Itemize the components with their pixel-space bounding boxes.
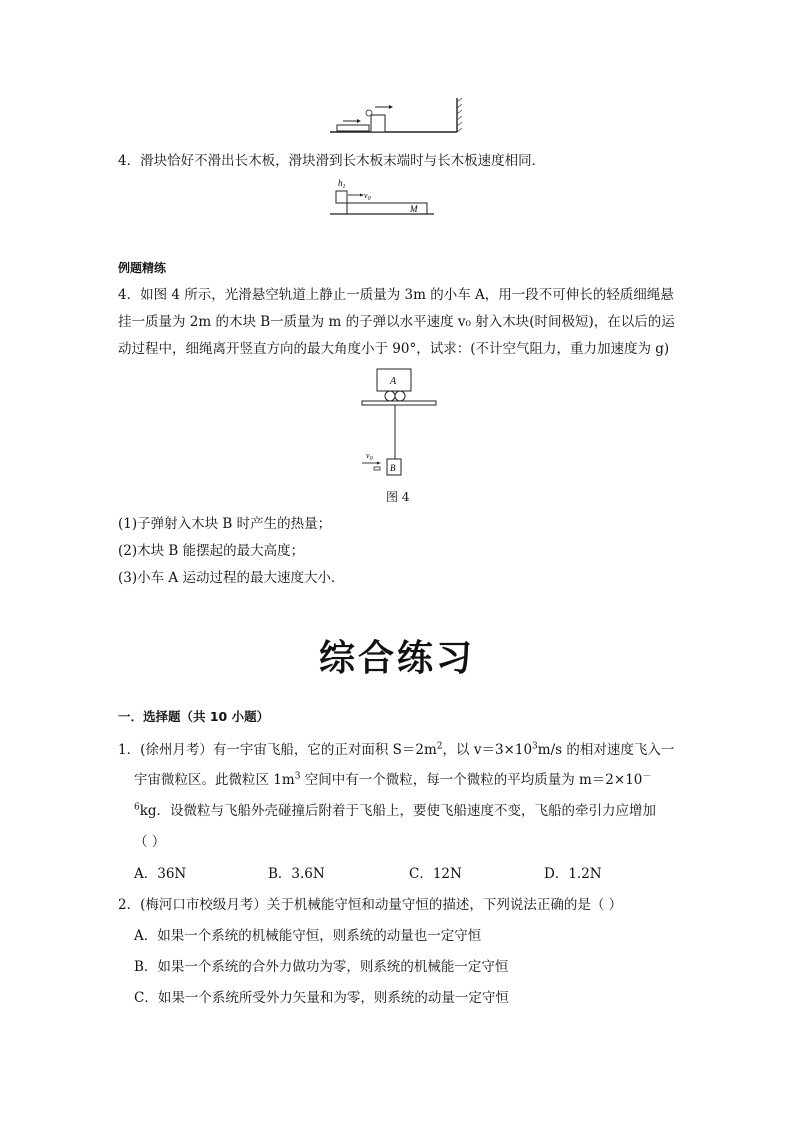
q2-option-c[interactable]: C．如果一个系统所受外力矢量和为零，则系统的动量一定守恒 <box>134 990 509 1006</box>
q1-option-c[interactable]: C．12N <box>409 866 462 882</box>
subq-2: (2)木块 B 能摆起的最大高度； <box>118 543 305 559</box>
top-figure <box>325 96 465 138</box>
board-figure <box>330 176 434 218</box>
fig4-v0-label: $v_0$ <box>366 451 373 462</box>
q4-line2: 挂一质量为 2m 的木块 B一质量为 m 的子弹以水平速度 v₀ 射入木块(时间极短)，在以后的运 <box>118 314 675 330</box>
q1-option-d[interactable]: D．1.2N <box>544 866 602 882</box>
v0-label: $v_0$ <box>364 191 371 202</box>
q4-line3: 动过程中，细绳离开竖直方向的最大角度小于 90°，试求：(不计空气阻力，重力加速度为 g) <box>118 341 670 357</box>
q1-option-b[interactable]: B．3.6N <box>268 866 325 882</box>
example-heading: 例题精练 <box>118 261 167 275</box>
block-B-label: B <box>390 463 396 473</box>
q4-line1: 4．如图 4 所示，光滑悬空轨道上静止一质量为 3m 的小车 A，用一段不可伸长的轻质细绳悬 <box>118 287 674 303</box>
figure-4 <box>358 366 438 482</box>
subq-1: (1)子弹射入木块 B 时产生的热量； <box>118 516 332 532</box>
item4-note: 4．滑块恰好不滑出长木板，滑块滑到长木板末端时与长木板速度相同． <box>118 153 546 169</box>
q1-answer-blank: （ ） <box>134 834 166 850</box>
q1-line1: 1．(徐州月考）有一宇宙飞船，它的正对面积 $S=2m^2$，以 $v=3\times 10^3m/s$ 的相对速度飞入一 <box>118 741 675 758</box>
mass-M-label: M <box>410 204 418 214</box>
q1-line3: $^6$kg．设微粒与飞船外壳碰撞后附着于飞船上，要使飞船速度不变，飞船的牵引力应增加 <box>134 802 657 819</box>
q2-option-a[interactable]: A．如果一个系统的机械能守恒，则系统的动量也一定守恒 <box>134 928 482 944</box>
h1-label: $h_1$ <box>338 178 346 190</box>
q1-line2: 宇宙微粒区。此微粒区 $1m^3$ 空间中有一个微粒，每一个微粒的平均质量为 m＝2×10－ <box>134 771 652 788</box>
subq-3: (3)小车 A 运动过程的最大速度大小． <box>118 570 345 586</box>
section-title: 综合练习 <box>318 638 475 679</box>
cart-A-label: A <box>390 376 397 387</box>
q2-stem: 2．(梅河口市校级月考）关于机械能守恒和动量守恒的描述，下列说法正确的是（ ） <box>118 897 623 913</box>
figure-4-caption: 图 4 <box>386 490 410 504</box>
mc-heading: 一．选择题（共 10 小题） <box>118 709 270 724</box>
q2-option-b[interactable]: B．如果一个系统的合外力做功为零，则系统的机械能一定守恒 <box>134 959 509 975</box>
q1-option-a[interactable]: A．36N <box>134 866 187 882</box>
